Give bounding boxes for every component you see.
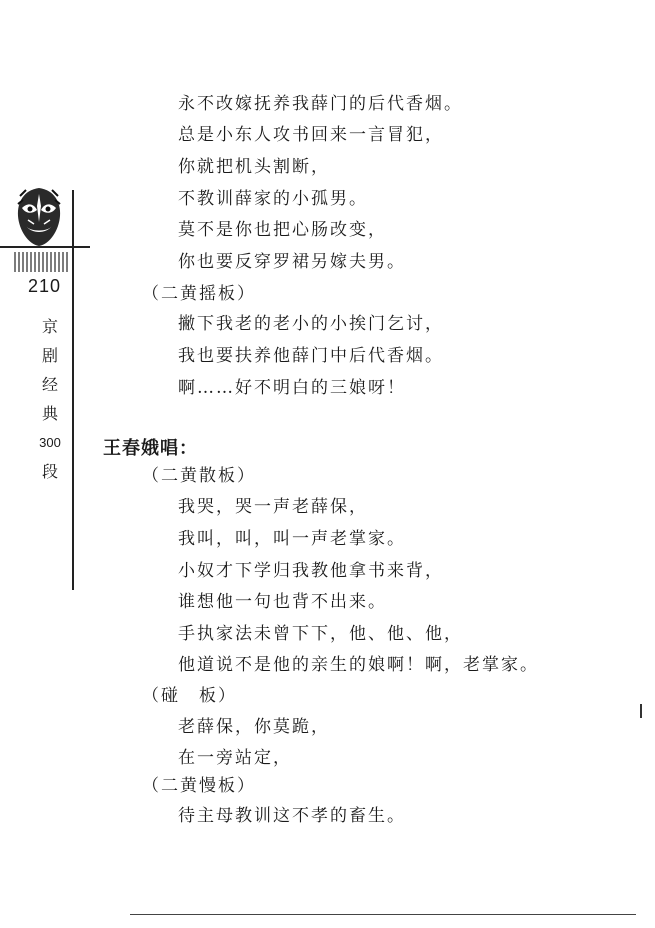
lyric-line: 待主母教训这不孝的畜生。	[178, 806, 406, 826]
lyric-line: 他道说不是他的亲生的娘啊！啊，老掌家。	[178, 655, 539, 675]
lyric-line: 你就把机头割断，	[178, 157, 330, 177]
lyric-line: 不教训薛家的小孤男。	[178, 189, 368, 209]
book-title-char: 京	[41, 317, 58, 336]
tune-heading: （二黄慢板）	[142, 776, 256, 796]
decorative-hatch	[14, 252, 70, 272]
scan-mark	[640, 704, 642, 718]
sidebar-rule	[72, 190, 74, 590]
book-title-vertical	[40, 312, 60, 486]
lyric-line: 莫不是你也把心肠改变，	[178, 220, 387, 240]
tune-heading: （碰 板）	[142, 686, 237, 706]
book-title-char: 段	[41, 462, 58, 481]
page-number: 210	[28, 276, 62, 296]
tune-heading: （二黄散板）	[142, 466, 256, 486]
lyric-line: 我叫，叫，叫一声老掌家。	[178, 529, 406, 549]
header-rule	[0, 246, 90, 248]
lyric-line: 永不改嫁抚养我薛门的后代香烟。	[178, 94, 463, 114]
lyric-line: 你也要反穿罗裙另嫁夫男。	[178, 252, 406, 272]
book-title-char: 典	[41, 404, 58, 423]
book-title-char: 300	[39, 435, 61, 450]
bottom-rule	[130, 914, 636, 915]
lyric-line: 谁想他一句也背不出来。	[178, 592, 387, 612]
lyric-line: 小奴才下学归我教他拿书来背，	[178, 561, 444, 581]
book-title-char: 经	[41, 375, 58, 394]
lyric-line: 我也要扶养他薛门中后代香烟。	[178, 346, 444, 366]
lyric-line: 手执家法未曾下下，他、他、他，	[178, 624, 463, 644]
singer-label: 王春娥唱：	[103, 438, 198, 459]
tune-heading: （二黄摇板）	[142, 284, 256, 304]
opera-mask-icon	[14, 186, 64, 248]
lyric-line: 老薛保，你莫跪，	[178, 717, 330, 737]
lyric-line: 总是小东人攻书回来一言冒犯，	[178, 125, 444, 145]
lyric-line: 撇下我老的老小的小挨门乞讨，	[178, 314, 444, 334]
lyric-line: 啊……好不明白的三娘呀！	[178, 378, 406, 398]
lyric-line: 在一旁站定，	[178, 748, 292, 768]
lyric-line: 我哭，哭一声老薛保，	[178, 497, 368, 517]
book-title-char: 剧	[41, 346, 58, 365]
